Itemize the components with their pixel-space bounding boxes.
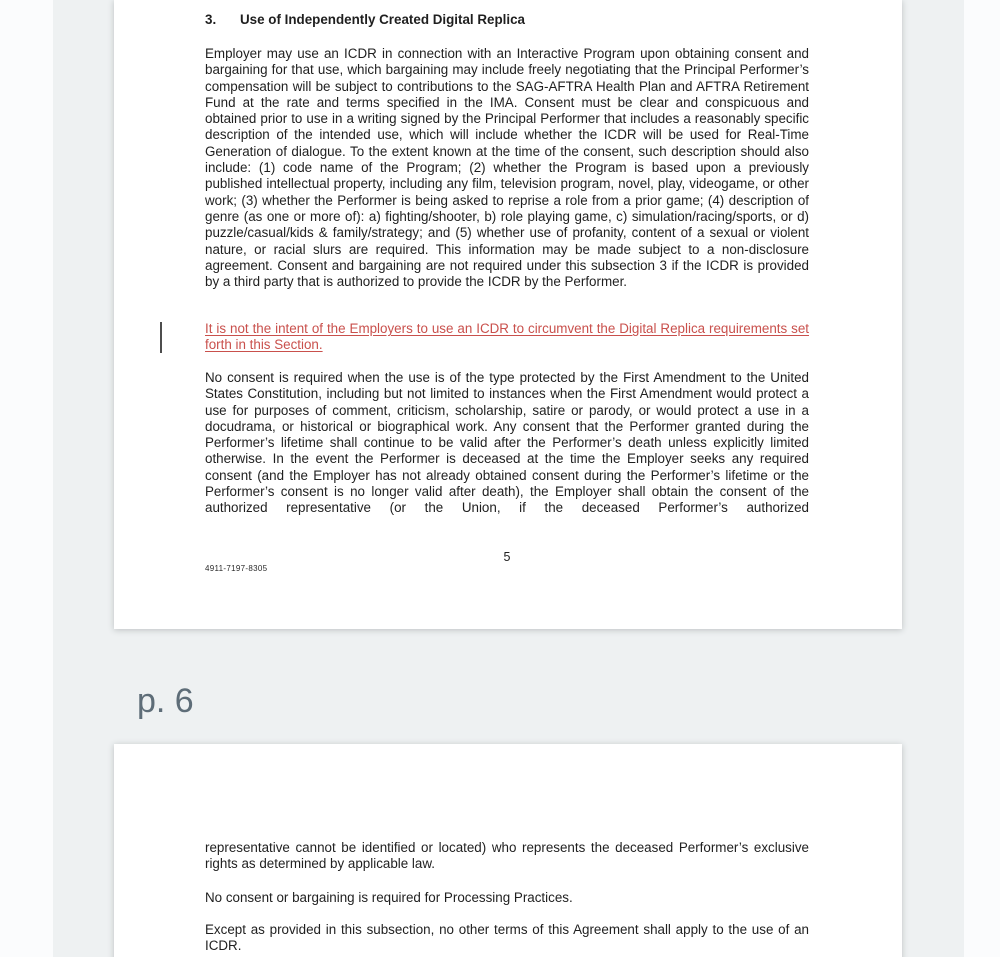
tracked-change-bar (160, 322, 162, 353)
page-6-label: p. 6 (137, 682, 194, 720)
section-title: Use of Independently Created Digital Replica (240, 12, 525, 27)
paragraph-representative-continuation: representative cannot be identified or located) who represents the deceased Performer’s exclusive rights as determined by applicable law. (205, 840, 809, 872)
inserted-redline-text: It is not the intent of the Employers to use an ICDR to circumvent the Digital Replica requirements set forth in this Section. (205, 321, 809, 353)
section-number: 3. (205, 12, 217, 27)
page-6-card (114, 744, 902, 957)
document-id-footer: 4911-7197-8305 (205, 564, 268, 573)
paragraph-consent-bargaining: Employer may use an ICDR in connection with an Interactive Program upon obtaining consent and bargaining for that use, which bargaining may include freely negotiating that the Principal Performer’s compensation will be subject to contributions to the SAG-AFTRA Health Plan and AFTRA Retirement Fund at the rate and terms specified in the IMA. Consent must be clear and conspicuous and obtained prior to use in a writing signed by the Principal Performer that includes a reasonably specific description of the intended use, which will include whether the ICDR will be used for Real-Time Generation of dialogue. To the extent known at the time of the consent, such description should also include: (1) code name of the Program; (2) whether the Program is based upon a previously published intellectual property, including any film, television program, novel, play, videogame, or other work; (3) whether the Performer is being asked to reprise a role from a prior game; (4) description of genre (as one or more of): a) fighting/shooter, b) role playing game, c) simulation/racing/sports, or d) puzzle/casual/kids & family/strategy; and (5) whether use of profanity, content of a sexual or violent nature, or racial slurs are required. This information may be made subject to a non-disclosure agreement. Consent and bargaining are not required under this subsection 3 if the ICDR is provided by a third party that is authorized to provide the ICDR by the Performer. (205, 46, 809, 290)
paragraph-processing-practices: No consent or bargaining is required for Processing Practices. (205, 890, 573, 905)
section-heading (205, 12, 809, 27)
paragraph-except-provided: Except as provided in this subsection, no other terms of this Agreement shall apply to the use of an ICDR. (205, 922, 809, 954)
page-5-card (114, 0, 902, 629)
paragraph-first-amendment: No consent is required when the use is of the type protected by the First Amendment to the United States Constitution, including but not limited to instances when the First Amendment would protect a use for purposes of comment, criticism, scholarship, satire or parody, or would protect a use in a docudrama, or historical or biographical work. Any consent that the Performer granted during the Performer’s lifetime shall continue to be valid after the Performer’s death unless explicitly limited otherwise. In the event the Performer is deceased at the time the Employer seeks any required consent (and the Employer has not already obtained consent during the Performer’s lifetime or the Performer’s consent is no longer valid after death), the Employer shall obtain the consent of the authorized representative (or the Union, if the deceased Performer’s authorized (205, 370, 809, 516)
document-viewer[interactable] (53, 0, 964, 957)
page-number: 5 (503, 550, 511, 564)
